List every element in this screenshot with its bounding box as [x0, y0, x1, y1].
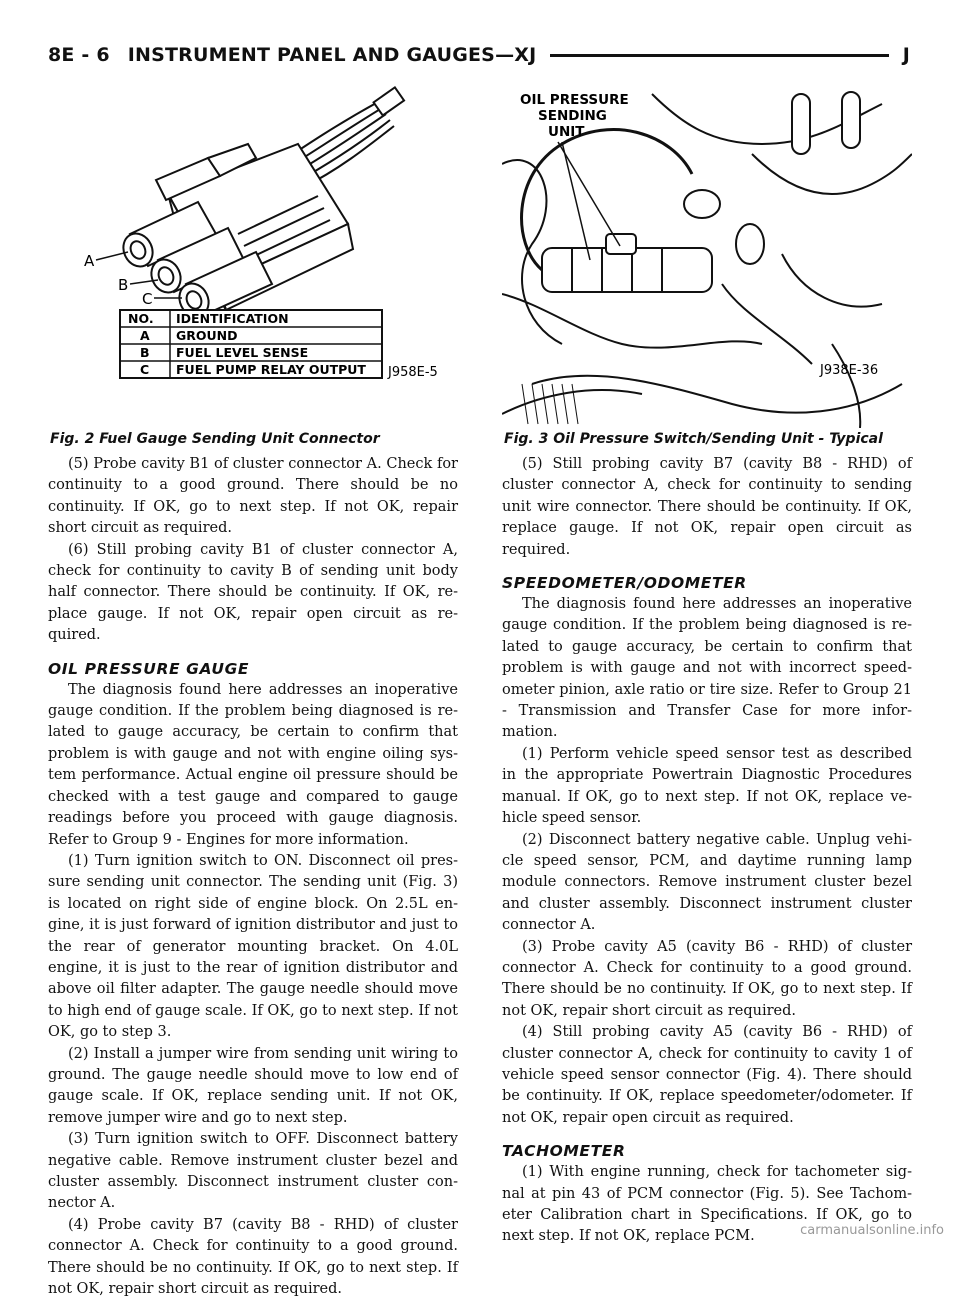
- fig3-label-line-3: UNIT: [548, 124, 585, 140]
- fig3-caption: Fig. 3 Oil Pressure Switch/Sending Unit - Typical: [504, 431, 883, 447]
- right-paragraph-7: (1) With engine running, check for tachometer sig-nal at pin 43 of PCM connector (Fig. 5). See Tachom-eter Calibration chart in Specifications. If OK, go to next step. If not OK, replace PCM.: [502, 1164, 912, 1245]
- fig3-label-line-1: OIL PRESSURE: [520, 92, 629, 108]
- fig2-caption: Fig. 2 Fuel Gauge Sending Unit Connector: [50, 431, 380, 447]
- fig2-label-c: C: [142, 290, 153, 308]
- page-header: [48, 40, 910, 70]
- fig3-figure: [502, 84, 912, 428]
- fig3-code: J938E-36: [820, 363, 879, 378]
- fig3-label-line-2: SENDING: [538, 108, 607, 124]
- page-number: 8E - 6: [48, 44, 110, 66]
- fig2-label-b: B: [118, 276, 129, 294]
- fig2-label-a: A: [84, 252, 95, 270]
- fig2-row-c-id: FUEL PUMP RELAY OUTPUT: [176, 362, 366, 377]
- oil-pressure-gauge-heading: OIL PRESSURE GAUGE: [48, 659, 250, 678]
- fig2-code: J958E-5: [388, 365, 438, 380]
- left-paragraph-4: (1) Turn ignition switch to ON. Disconnect oil pres-sure sending unit connector. The sending unit (Fig. 3) is located on right side of engine block. On 2.5L en-gine, it is just forward of ignition distributor and just to the rear of generator mounting bracket. On 4.0L engine, it is just to the rear of ignition distributor and above oil filter adapter. The gauge needle should move to high end of gauge scale. If OK, go to next step. If not OK, go to step 3.: [48, 852, 458, 1041]
- left-paragraph-7: (4) Probe cavity B7 (cavity B8 - RHD) of cluster connector A. Check for continuity to a good ground. There should be no continuity. If OK, go to next step. If not OK, repair short circuit as required.: [48, 1216, 458, 1298]
- left-column: [48, 84, 458, 1300]
- fig3-illustration: [502, 84, 912, 428]
- watermark: carmanualsonline.info: [800, 1223, 944, 1238]
- header-letter: J: [902, 44, 910, 66]
- left-paragraph-5: (2) Install a jumper wire from sending unit wiring to ground. The gauge needle should move to low end of gauge scale. If OK, replace sending unit. If not OK, remove jumper wire and go to next step.: [48, 1045, 458, 1126]
- left-paragraph-2: (6) Still probing cavity B1 of cluster connector A, check for continuity to cavity B of sending unit body half connector. There should be continuity. If OK, re-place gauge. If not OK, repair open circuit as re-quired.: [48, 541, 458, 644]
- page-title: INSTRUMENT PANEL AND GAUGES—XJ: [127, 44, 537, 66]
- fig2-table: [120, 310, 382, 378]
- left-paragraph-3: The diagnosis found here addresses an inoperative gauge condition. If the problem being diagnosed is re-lated to gauge accuracy, be certain to confirm that problem is with gauge and not with engine oiling sys-tem performance. Actual engine oil pressure should be checked with a test gauge and compared to gauge readings before you proceed with gauge diagnosis. Refer to Group 9 - Engines for more information.: [48, 681, 458, 848]
- right-paragraph-4: (2) Disconnect battery negative cable. Unplug vehi-cle speed sensor, PCM, and daytime running lamp module connectors. Remove instrument cluster bezel and cluster assembly. Disconnect instrument cluster connector A.: [502, 831, 912, 934]
- right-paragraph-3: (1) Perform vehicle speed sensor test as described in the appropriate Powertrain Diagnostic Procedures manual. If OK, go to next step. If not OK, replace ve-hicle speed sensor.: [502, 745, 912, 827]
- right-paragraph-1: (5) Still probing cavity B7 (cavity B8 - RHD) of cluster connector A, check for continuity to sending unit wire connector. There should be continuity. If OK, replace gauge. If not OK, repair open circuit as required.: [502, 456, 912, 558]
- tachometer-heading: TACHOMETER: [502, 1142, 626, 1161]
- fig2-figure: [48, 84, 458, 428]
- fig2-row-a-no: A: [140, 328, 150, 343]
- right-paragraph-6: (4) Still probing cavity A5 (cavity B6 - RHD) of cluster connector A, check for continuity to cavity 1 of vehicle speed sensor connector (Fig. 4). There should be continuity. If OK, replace speedometer/odometer. If not OK, repair open circuit as required.: [502, 1024, 912, 1126]
- right-body: [502, 454, 912, 1248]
- left-paragraph-1: (5) Probe cavity B1 of cluster connector A. Check for continuity to a good ground. There should be no continuity. If OK, go to next step. If not OK, repair short circuit as required.: [48, 456, 458, 537]
- right-paragraph-5: (3) Probe cavity A5 (cavity B6 - RHD) of cluster connector A. Check for continuity to a good ground. There should be no continuity. If OK, go to next step. If not OK, repair short circuit as required.: [502, 938, 912, 1019]
- fig2-th-id: IDENTIFICATION: [176, 311, 289, 326]
- header-rule: [550, 54, 888, 57]
- speedometer-heading: SPEEDOMETER/ODOMETER: [502, 574, 747, 593]
- fig2-row-b-id: FUEL LEVEL SENSE: [176, 345, 309, 360]
- fig2-th-no: NO.: [128, 311, 154, 326]
- fig2-row-b-no: B: [140, 345, 150, 360]
- right-paragraph-2: The diagnosis found here addresses an inoperative gauge condition. If the problem being diagnosed is re-lated to gauge accuracy, be certain to confirm that problem is with gauge and not with incorrect speed-ometer pinion, axle ratio or tire size. Refer to Group 21 - Transmission and Transfer Case for more infor-mation.: [502, 596, 912, 741]
- fig2-row-c-no: C: [140, 362, 150, 377]
- left-paragraph-6: (3) Turn ignition switch to OFF. Disconnect battery negative cable. Remove instrument cluster bezel and cluster assembly. Disconnect instrument cluster con-nector A.: [48, 1131, 458, 1212]
- left-body: [48, 454, 458, 1300]
- right-column: [502, 84, 912, 1248]
- fig2-row-a-id: GROUND: [176, 328, 238, 343]
- fig2-illustration: [48, 84, 458, 428]
